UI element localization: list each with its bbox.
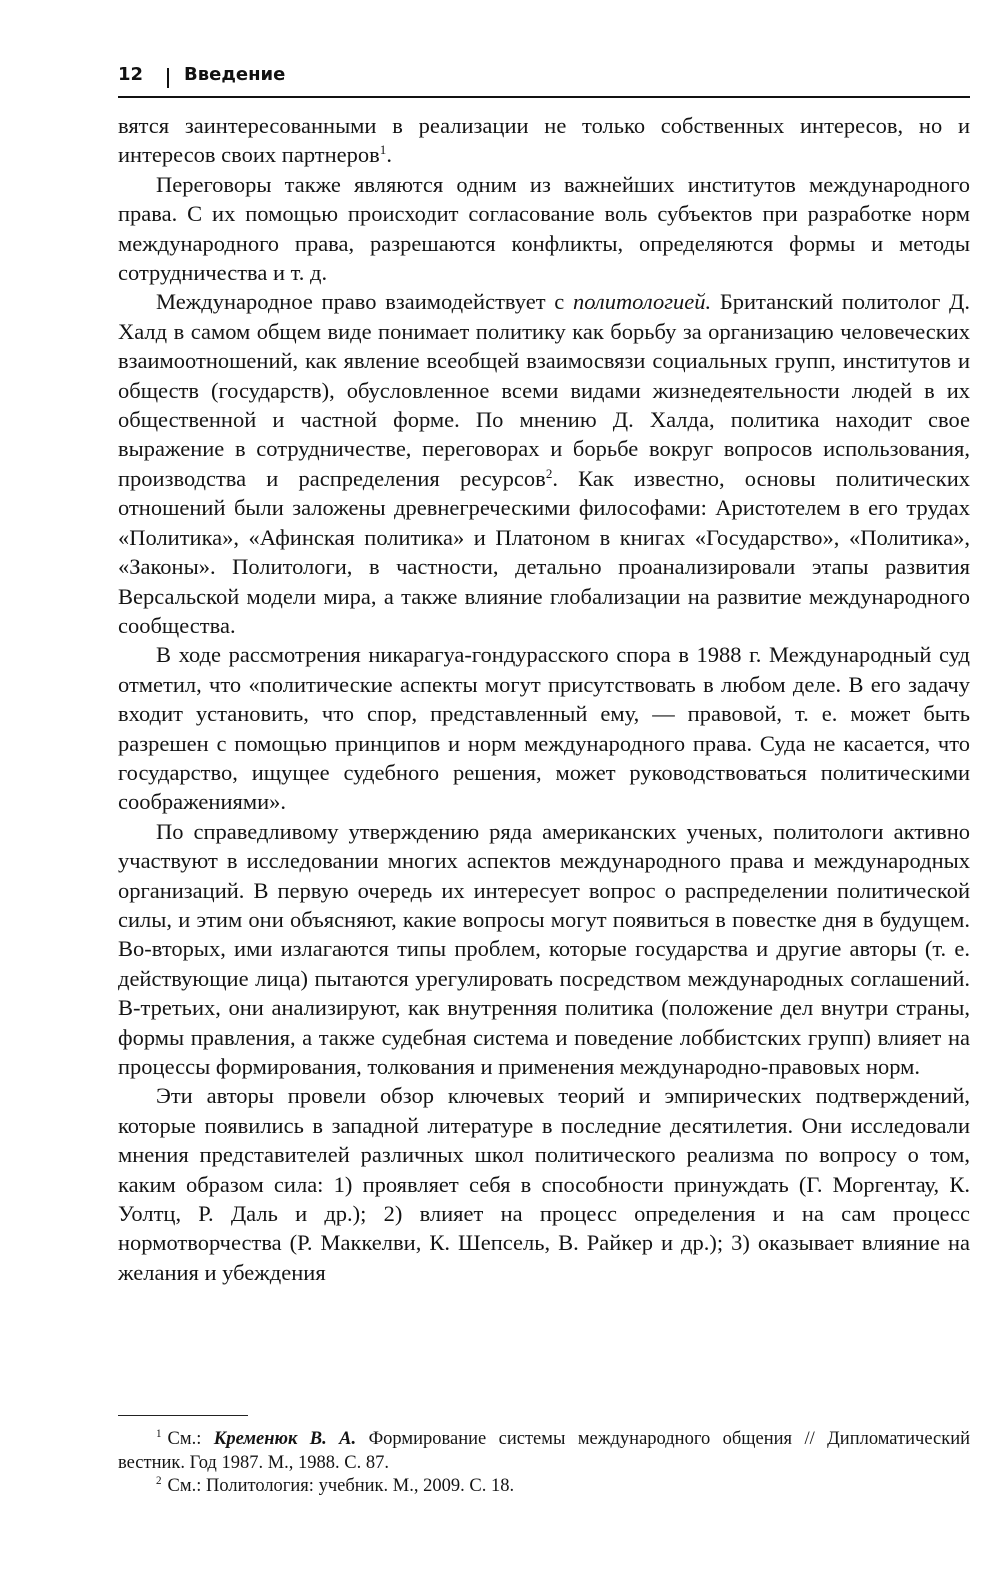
- page-number: 12: [118, 64, 144, 85]
- paragraph: [118, 287, 970, 640]
- paragraph-text: . Как известно, основы политических отношений были заложены древнегреческими философами: Аристотелем в его трудах «Политика», «Афинская политика» и Платоном в книгах «Государство», «Политика», «Законы». Политологи, в частности, детально проанализировали этапы развития Версальской модели мира, а также влияние глобализации на развитие международного сообщества.: [118, 465, 971, 638]
- punctuation: .: [386, 142, 392, 168]
- footnote-text: См.: Политология: учебник. М., 2009. С. 18.: [167, 1476, 515, 1496]
- footnote-rule: [118, 1415, 248, 1416]
- paragraph: [118, 111, 970, 170]
- footnote-prefix: См.:: [167, 1429, 214, 1449]
- paragraph: Переговоры также являются одним из важнейших институтов международного права. С их помощью происходит согласование воль субъектов при разработке норм международного права, разрешаются конфликты, определяются формы и методы сотрудничества и т. д.: [118, 171, 970, 286]
- footnotes: [118, 1428, 970, 1499]
- footnote: [118, 1428, 970, 1475]
- footnote-ref: 1: [379, 142, 387, 158]
- paragraph: В ходе рассмотрения никарагуа-гондурасского спора в 1988 г. Международный суд отметил, что «политические аспекты могут присутствовать в любом деле. В его задачу входит установить, что спор, представленный ему, — правовой, т. е. может быть разрешен с помощью принципов и норм международного права. Суда не касается, что государство, ищущее судебного решения, может руководствоваться политическими соображениями».: [118, 642, 970, 815]
- paragraph-text: Международное право взаимодействует с: [156, 289, 573, 315]
- section-title: Введение: [184, 64, 286, 85]
- header-separator: [167, 68, 169, 88]
- running-head: [118, 62, 970, 98]
- footnote-mark: 2: [156, 1475, 162, 1488]
- body-text: [118, 111, 970, 1287]
- paragraph-text: Британский политолог Д. Халд в самом общем виде понимает политику как борьбу за организацию человеческих взаимоотношений, как явление всеобщей взаимосвязи социальных групп, институтов и обществ (государств), обусловленное всеми видами жизнедеятельности людей в их общественной и частной форме. По мнению Д. Халда, политика находит свое выражение в сотрудничестве, переговорах и борьбе вокруг вопросов использования, производства и распределения ресурсов: [118, 289, 971, 491]
- paragraph-text: вятся заинтересованными в реализации не только собственных интересов, но и интересов своих партнеров: [118, 113, 970, 168]
- footnote-mark: 1: [156, 1428, 162, 1441]
- paragraph: По справедливому утверждению ряда американских ученых, политологи активно участвуют в исследовании многих аспектов международного права и международных организаций. В первую очередь их интересует вопрос о распределении политической силы, и этим они объясняют, какие вопросы могут появиться в повестке дня в будущем. Во-вторых, ими излагаются типы проблем, которые государства и другие авторы (т. е. действующие лица) пытаются урегулировать посредством международных соглашений. В-третьих, они анализируют, как внутренняя политика (положение дел внутри страны, формы правления, а также судебная система и поведение лоббистских групп) влияет на процессы формирования, толкования и применения международно-правовых норм.: [118, 818, 970, 1079]
- footnote: [118, 1475, 970, 1499]
- footnote-ref: 2: [545, 465, 553, 481]
- footnote-text: Формирование системы международного общения // Дипломатический вестник. Год 1987. М., 1988. С. 87.: [118, 1429, 970, 1473]
- footnote-author: Кременюк В. А.: [213, 1429, 357, 1449]
- italic-term: политологией.: [572, 289, 712, 315]
- paragraph: Эти авторы провели обзор ключевых теорий и эмпирических подтверждений, которые появились в западной литературе в последние десятилетия. Они исследовали мнения представителей различных школ политического реализма по вопросу о том, каким образом сила: 1) проявляет себя в способности принуждать (Г. Моргентау, К. Уолтц, Р. Даль и др.); 2) влияет на процесс определения и на сам процесс нормотворчества (Р. Маккелви, К. Шепсель, В. Райкер и др.); 3) оказывает влияние на желания и убеждения: [118, 1083, 970, 1285]
